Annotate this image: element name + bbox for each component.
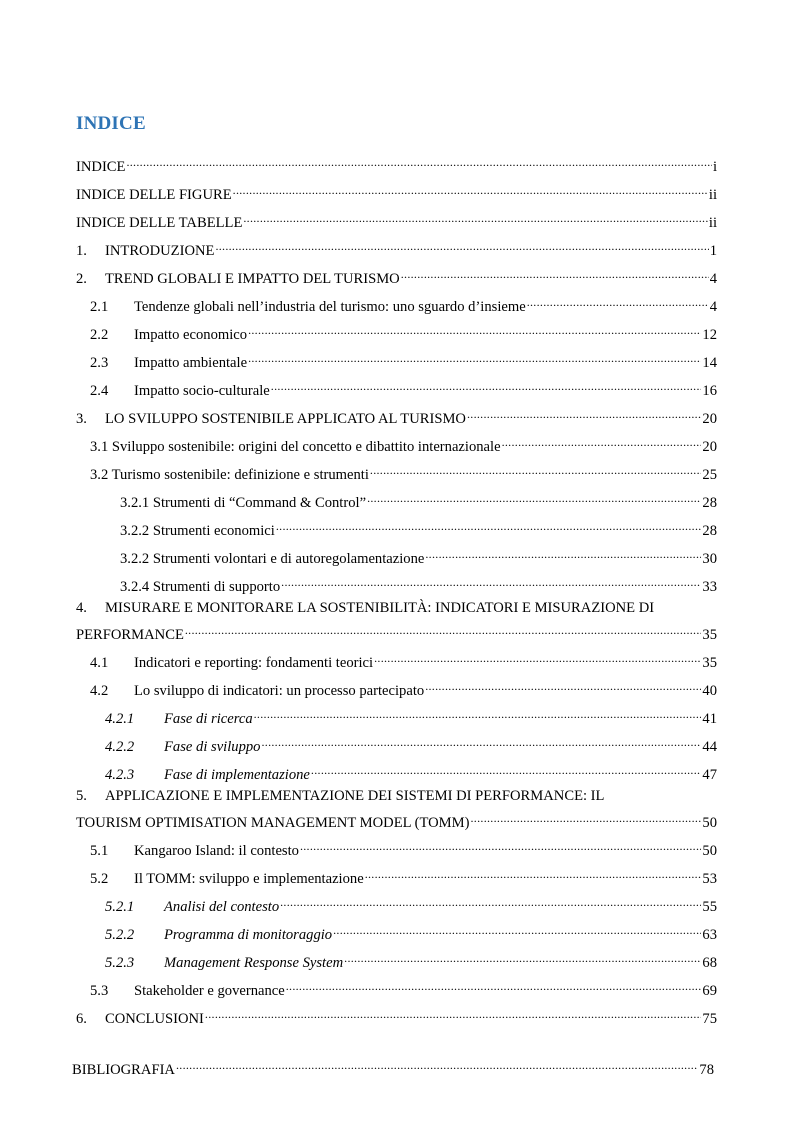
toc-entry-bibliografia[interactable]: [72, 1056, 714, 1078]
toc-entry-label: 3.2.2 Strumenti volontari e di autoregolamentazione: [120, 551, 425, 567]
toc-entry-page: 4: [709, 271, 717, 287]
toc-entry-number: 5.2: [90, 871, 109, 887]
toc-entry-page: 44: [702, 739, 717, 755]
toc-entry-page: ii: [708, 187, 717, 203]
toc-entry-chapter-3[interactable]: [76, 405, 717, 427]
toc-entry-label: Analisi del contesto: [164, 899, 280, 915]
toc-entry-page: ii: [708, 215, 717, 231]
toc-entry-label: INTRODUZIONE: [105, 243, 215, 259]
toc-entry-chapter-1[interactable]: [76, 237, 717, 259]
toc-entry-label: LO SVILUPPO SOSTENIBILE APPLICATO AL TURISMO: [105, 411, 466, 427]
toc-entry-section-4-2-3[interactable]: [105, 761, 717, 783]
toc-entry-page: 47: [702, 767, 717, 783]
leader-dots: [254, 705, 702, 723]
toc-entry-number: 5.2.3: [105, 955, 135, 971]
toc-entry-section-3-2-4[interactable]: [120, 573, 717, 595]
toc-entry-label: Impatto socio-culturale: [134, 383, 270, 399]
leader-dots: [205, 1005, 701, 1023]
toc-entry-number: 2.3: [90, 355, 109, 371]
toc-entry-section-4-2[interactable]: [90, 677, 717, 699]
leader-dots: [233, 181, 708, 199]
toc-entry-label: BIBLIOGRAFIA: [72, 1062, 175, 1078]
toc-entry-page: 63: [702, 927, 717, 943]
toc-entry-label-continued: PERFORMANCE: [76, 627, 184, 643]
toc-entry-indice[interactable]: [76, 153, 717, 175]
toc-entry-page: 28: [702, 523, 717, 539]
leader-dots: [471, 809, 702, 827]
toc-entry-label: Il TOMM: sviluppo e implementazione: [134, 871, 364, 887]
leader-dots: [271, 377, 702, 395]
toc-entry-page: 55: [702, 899, 717, 915]
leader-dots: [276, 517, 702, 535]
toc-entry-page: 35: [702, 627, 717, 643]
toc-entry-section-3-2-2a[interactable]: [120, 517, 717, 539]
toc-entry-page: 33: [702, 579, 717, 595]
toc-entry-section-5-2-1[interactable]: [105, 893, 717, 915]
toc-entry-number: 4.: [76, 600, 87, 616]
toc-entry-section-3-2[interactable]: [90, 461, 717, 483]
toc-entry-section-4-2-1[interactable]: [105, 705, 717, 727]
toc-entry-label: INDICE: [76, 159, 126, 175]
toc-entry-number: 5.1: [90, 843, 109, 859]
toc-entry-indice-tabelle[interactable]: [76, 209, 717, 231]
toc-entry-label: TREND GLOBALI E IMPATTO DEL TURISMO: [105, 271, 400, 287]
toc-entry-label: Impatto ambientale: [134, 355, 248, 371]
toc-entry-label: 3.2.2 Strumenti economici: [120, 523, 275, 539]
toc-entry-section-5-1[interactable]: [90, 837, 717, 859]
toc-entry-label: 3.1 Sviluppo sostenibile: origini del concetto e dibattito internazionale: [90, 439, 501, 455]
leader-dots: [261, 733, 701, 751]
toc-entry-number: 5.3: [90, 983, 109, 999]
toc-entry-page: 4: [709, 299, 717, 315]
toc-entry-label: INDICE DELLE TABELLE: [76, 215, 243, 231]
leader-dots: [300, 837, 701, 855]
toc-entry-section-3-1[interactable]: [90, 433, 717, 455]
toc-entry-page: 30: [702, 551, 717, 567]
toc-entry-number: 3.: [76, 411, 87, 427]
leader-dots: [502, 433, 702, 451]
toc-entry-page: 78: [699, 1062, 714, 1078]
toc-entry-chapter-4[interactable]: [76, 621, 717, 643]
toc-entry-section-2-2[interactable]: [90, 321, 717, 343]
toc-entry-number: 4.2.2: [105, 739, 135, 755]
leader-dots: [367, 489, 701, 507]
toc-entry-number: 2.: [76, 271, 87, 287]
leader-dots: [425, 545, 701, 563]
leader-dots: [281, 573, 701, 591]
toc-entry-label: Indicatori e reporting: fondamenti teorici: [134, 655, 374, 671]
toc-entry-page: 16: [702, 383, 717, 399]
toc-entry-number: 5.2.2: [105, 927, 135, 943]
leader-dots: [527, 293, 709, 311]
toc-entry-page: 75: [702, 1011, 717, 1027]
toc-entry-number: 4.2.3: [105, 767, 135, 783]
leader-dots: [467, 405, 701, 423]
toc-entry-page: 40: [702, 683, 717, 699]
toc-entry-section-4-2-2[interactable]: [105, 733, 717, 755]
toc-entry-chapter-2[interactable]: [76, 265, 717, 287]
leader-dots: [286, 977, 702, 995]
leader-dots: [280, 893, 701, 911]
toc-entry-label: Fase di ricerca: [164, 711, 253, 727]
leader-dots: [185, 621, 702, 639]
toc-entry-label: Kangaroo Island: il contesto: [134, 843, 299, 859]
toc-entry-label: Management Response System: [164, 955, 344, 971]
toc-entry-chapter-5-first-line[interactable]: [76, 787, 604, 805]
toc-entry-section-3-2-2b[interactable]: [120, 545, 717, 567]
toc-entry-label: CONCLUSIONI: [105, 1011, 204, 1027]
leader-dots: [243, 209, 708, 227]
toc-entry-label: INDICE DELLE FIGURE: [76, 187, 232, 203]
toc-entry-page: 50: [702, 815, 717, 831]
leader-dots: [365, 865, 702, 883]
toc-entry-section-5-3[interactable]: [90, 977, 717, 999]
toc-entry-chapter-6[interactable]: [76, 1005, 717, 1027]
toc-entry-page: 20: [702, 411, 717, 427]
toc-entry-label: Lo sviluppo di indicatori: un processo partecipato: [134, 683, 425, 699]
leader-dots: [333, 921, 701, 939]
leader-dots: [248, 349, 701, 367]
toc-entry-chapter-5[interactable]: [76, 809, 717, 831]
toc-entry-label: 3.2.1 Strumenti di “Command & Control”: [120, 495, 367, 511]
toc-entry-label: Tendenze globali nell’industria del turismo: uno sguardo d’insieme: [134, 299, 526, 315]
toc-entry-page: 53: [702, 871, 717, 887]
leader-dots: [215, 237, 708, 255]
toc-entry-number: 2.2: [90, 327, 109, 343]
toc-entry-page: 35: [702, 655, 717, 671]
toc-entry-number: 4.1: [90, 655, 109, 671]
toc-entry-label: Fase di implementazione: [164, 767, 310, 783]
toc-entry-page: 28: [702, 495, 717, 511]
leader-dots: [370, 461, 702, 479]
leader-dots: [344, 949, 701, 967]
toc-entry-number: 1.: [76, 243, 87, 259]
toc-entry-label: Programma di monitoraggio: [164, 927, 333, 943]
toc-entry-number: 5.2.1: [105, 899, 135, 915]
toc-entry-number: 4.2: [90, 683, 109, 699]
toc-entry-label: Impatto economico: [134, 327, 248, 343]
leader-dots: [126, 153, 711, 171]
toc-entry-number: 2.4: [90, 383, 109, 399]
toc-entry-label: Fase di sviluppo: [164, 739, 261, 755]
toc-entry-page: 14: [702, 355, 717, 371]
toc-entry-section-5-2-2[interactable]: [105, 921, 717, 943]
toc-entry-section-2-1[interactable]: [90, 293, 717, 315]
toc-entry-section-2-3[interactable]: [90, 349, 717, 371]
toc-entry-page: i: [712, 159, 717, 175]
toc-entry-label-continued: TOURISM OPTIMISATION MANAGEMENT MODEL (TOMM): [76, 815, 470, 831]
leader-dots: [248, 321, 701, 339]
toc-entry-page: 68: [702, 955, 717, 971]
toc-entry-label: 3.2.4 Strumenti di supporto: [120, 579, 281, 595]
leader-dots: [311, 761, 701, 779]
toc-entry-page: 69: [702, 983, 717, 999]
toc-entry-chapter-4-first-line[interactable]: [76, 599, 654, 617]
toc-entry-number: 4.2.1: [105, 711, 135, 727]
page-title: INDICE: [76, 113, 146, 134]
toc-entry-page: 41: [702, 711, 717, 727]
toc-entry-section-4-1[interactable]: [90, 649, 717, 671]
toc-entry-page: 12: [702, 327, 717, 343]
toc-entry-section-5-2-3[interactable]: [105, 949, 717, 971]
toc-entry-label: 3.2 Turismo sostenibile: definizione e strumenti: [90, 467, 369, 483]
toc-entry-section-2-4[interactable]: [90, 377, 717, 399]
toc-entry-page: 50: [702, 843, 717, 859]
toc-entry-page: 20: [702, 439, 717, 455]
toc-entry-section-5-2[interactable]: [90, 865, 717, 887]
leader-dots: [401, 265, 709, 283]
toc-entry-label: Stakeholder e governance: [134, 983, 285, 999]
toc-entry-label: MISURARE E MONITORARE LA SOSTENIBILITÀ: INDICATORI E MISURAZIONE DI: [105, 600, 655, 616]
toc-entry-number: 2.1: [90, 299, 109, 315]
toc-entry-section-3-2-1[interactable]: [120, 489, 717, 511]
toc-entry-page: 25: [702, 467, 717, 483]
leader-dots: [176, 1056, 698, 1074]
toc-entry-indice-figure[interactable]: [76, 181, 717, 203]
toc-entry-number: 5.: [76, 788, 87, 804]
toc-entry-label: APPLICAZIONE E IMPLEMENTAZIONE DEI SISTEMI DI PERFORMANCE: IL: [105, 788, 605, 804]
leader-dots: [425, 677, 701, 695]
leader-dots: [374, 649, 701, 667]
toc-entry-number: 6.: [76, 1011, 87, 1027]
toc-entry-page: 1: [709, 243, 717, 259]
